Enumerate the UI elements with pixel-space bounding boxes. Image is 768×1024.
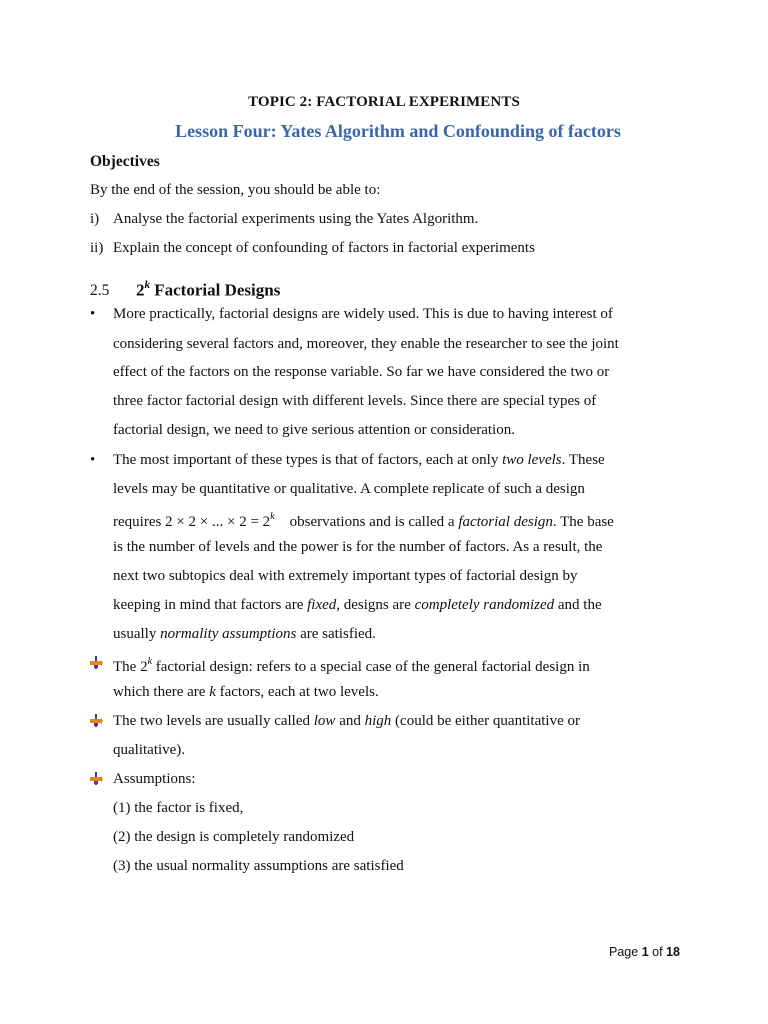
topic-title: TOPIC 2: FACTORIAL EXPERIMENTS: [248, 94, 520, 110]
paragraph-line: usually normality assumptions are satisfied.: [113, 626, 376, 642]
objective-text: Analyse the factorial experiments using the Yates Algorithm.: [113, 211, 479, 227]
paragraph-line: three factor factorial design with different levels. Since there are special types of: [113, 393, 597, 409]
paragraph-line: qualitative).: [113, 742, 186, 758]
section-number: 2.5: [90, 282, 110, 299]
paragraph-line: which there are k factors, each at two levels.: [113, 684, 379, 700]
objectives-heading: Objectives: [90, 153, 160, 170]
paragraph-line: is the number of levels and the power is for the number of factors. As a result, the: [113, 539, 603, 555]
assumption-item: (1) the factor is fixed,: [113, 800, 244, 816]
arrow-bullet-icon: [89, 656, 103, 675]
bullet-dot-icon: •: [90, 306, 96, 322]
paragraph-line: More practically, factorial designs are widely used. This is due to having interest of: [113, 306, 613, 322]
paragraph-line: effect of the factors on the response variable. So far we have considered the two or: [113, 364, 610, 380]
paragraph-line: requires 2 × 2 × ... × $2 = 2^k$ observations and is called a factorial design. The base: [113, 511, 614, 530]
paragraph-line: The two levels are usually called low and high (could be either quantitative or: [113, 713, 580, 729]
arrow-bullet-icon: [89, 772, 103, 791]
bullet-dot-icon: •: [90, 452, 96, 468]
arrow-bullet-icon: [89, 714, 103, 733]
paragraph-line: factorial design, we need to give serious attention or consideration.: [113, 422, 515, 438]
lesson-title: Lesson Four: Yates Algorithm and Confounding of factors: [175, 121, 621, 141]
paragraph-line: keeping in mind that factors are fixed, designs are completely randomized and the: [113, 597, 602, 613]
paragraph-line: The 2$^k$ factorial design: refers to a special case of the general factorial design in: [113, 656, 590, 675]
assumptions-label: Assumptions:: [113, 771, 196, 787]
objectives-intro: By the end of the session, you should be able to:: [90, 182, 381, 198]
assumption-item: (3) the usual normality assumptions are satisfied: [113, 858, 404, 874]
page-footer: Page 1 of 18: [609, 945, 680, 959]
section-title: 2$^k$ Factorial Designs: [136, 279, 281, 300]
objective-number: i): [90, 211, 100, 227]
paragraph-line: next two subtopics deal with extremely important types of factorial design by: [113, 568, 578, 584]
assumption-item: (2) the design is completely randomized: [113, 829, 355, 845]
paragraph-line: The most important of these types is that of factors, each at only two levels. These: [113, 452, 605, 468]
paragraph-line: considering several factors and, moreover, they enable the researcher to see the joint: [113, 336, 619, 352]
objective-text: Explain the concept of confounding of factors in factorial experiments: [113, 240, 535, 256]
paragraph-line: levels may be quantitative or qualitative. A complete replicate of such a design: [113, 481, 585, 497]
objective-number: ii): [90, 240, 104, 256]
